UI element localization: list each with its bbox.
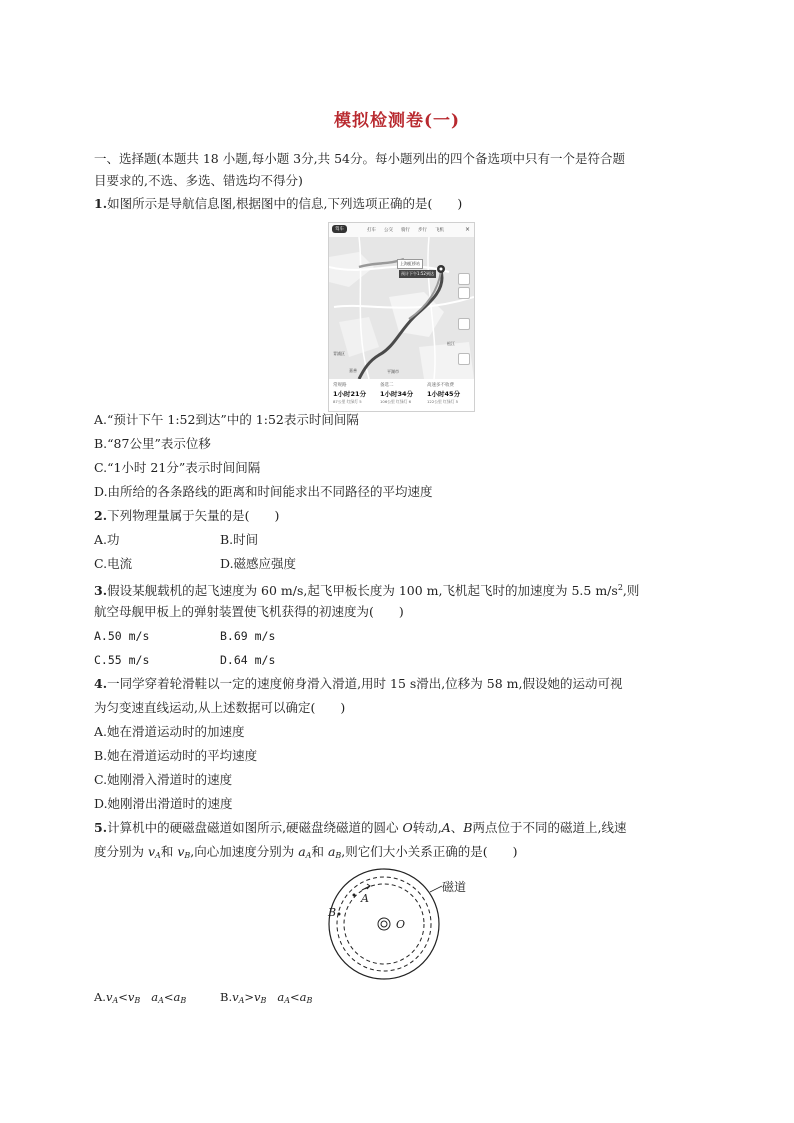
q4-option-b: B.她在滑道运动时的平均速度 <box>94 748 258 763</box>
route-option <box>380 382 426 405</box>
q3-option-b: B.69 m/s <box>220 629 276 643</box>
question-5 <box>94 819 626 837</box>
question-stem: 如图所示是导航信息图,根据图中的信息,下列选项正确的是( ) <box>107 196 463 211</box>
route-detail: 122公里 红绿灯 5 <box>427 399 459 404</box>
q4-option-d: D.她刚滑出滑道时的速度 <box>94 796 233 811</box>
symbol-v: v <box>147 844 156 859</box>
q2-options-row2 <box>94 555 297 573</box>
symbol-a-accel: a <box>173 990 181 1004</box>
question-3-line2: 航空母舰甲板上的弹射装置使飞机获得的初速度为( ) <box>94 604 404 619</box>
question-stem: ,向心加速度分别为 <box>190 844 299 859</box>
q3-options-row1 <box>94 627 276 645</box>
route-time: 1小时21分 <box>333 390 367 398</box>
symbol-a-accel: a <box>151 990 159 1004</box>
hard-disk-figure <box>322 862 472 980</box>
relation: < <box>163 990 174 1004</box>
section-instructions-line1: 一、选择题(本题共 18 小题,每小题 3分,共 54分。每小题列出的四个备选项中只有一个是符合题 <box>94 151 625 166</box>
q3-option-c: C.55 m/s <box>94 653 150 667</box>
route-name: 高速多不收费 <box>427 383 454 388</box>
center-o-label: O <box>396 918 406 931</box>
symbol-a: A <box>441 820 451 835</box>
subscript: A <box>112 996 119 1005</box>
subscript: A <box>155 851 161 860</box>
map-locate-icon <box>458 353 470 365</box>
symbol-a-accel: a <box>299 990 307 1004</box>
question-stem: 计算机中的硬磁盘磁道如图所示,硬磁盘绕磁道的圆心 <box>107 820 403 835</box>
map-tab-drive: 驾车 <box>332 225 347 233</box>
symbol-v: v <box>105 990 113 1004</box>
question-number: 2. <box>94 508 108 523</box>
map-tab-taxi: 打车 <box>367 228 376 233</box>
symbol-o: O <box>402 820 413 835</box>
subscript: A <box>238 996 245 1005</box>
q2-option-c: C.电流 <box>94 556 133 571</box>
map-place-label: 青浦区 <box>333 351 345 356</box>
subscript: B <box>134 996 141 1005</box>
superscript: 2 <box>617 583 623 592</box>
q2-option-b: B.时间 <box>220 532 259 547</box>
map-tab-bar <box>329 223 474 237</box>
route-option <box>333 382 379 405</box>
subscript: A <box>305 851 312 860</box>
map-layer-icon <box>458 273 470 285</box>
map-tab-ride: 骑行 <box>401 228 410 233</box>
section-instructions-line2: 目要求的,不选、多选、错选均不得分) <box>94 173 303 188</box>
question-number: 1. <box>94 196 108 211</box>
question-number: 5. <box>94 820 108 835</box>
option-prefix: B. <box>220 990 233 1004</box>
q3-option-a: A.50 m/s <box>94 629 150 643</box>
q5-option-a <box>94 990 186 1004</box>
subscript: A <box>284 996 291 1005</box>
symbol-v: v <box>127 990 135 1004</box>
map-traffic-icon <box>458 287 470 299</box>
map-place-label: 嘉善 <box>349 368 357 373</box>
option-prefix: A. <box>94 990 106 1004</box>
q2-option-a: A.功 <box>94 532 120 547</box>
symbol-v: v <box>254 990 261 1004</box>
question-stem: 度分别为 <box>94 844 148 859</box>
route-detail: 87公里 红绿灯 5 <box>333 399 362 404</box>
subscript: B <box>306 996 313 1005</box>
q3-options-row2 <box>94 651 276 669</box>
map-tab-transit: 公交 <box>384 228 393 233</box>
subscript: A <box>158 996 164 1005</box>
subscript: B <box>184 851 191 860</box>
subscript: B <box>260 996 267 1005</box>
q1-option-d: D.由所给的各条路线的距离和时间能求出不同路径的平均速度 <box>94 484 433 499</box>
destination-label: 上海虹桥站 <box>397 259 423 269</box>
question-stem: 假设某舰载机的起飞速度为 60 m/s,起飞甲板长度为 100 m,飞机起飞时的加速度为 5.5 m/s <box>107 583 618 598</box>
question-stem: 和 <box>160 844 178 859</box>
subscript: B <box>180 996 187 1005</box>
q2-options-row1 <box>94 531 259 549</box>
symbol-v: v <box>177 844 185 859</box>
q5-option-b <box>220 988 312 1010</box>
point-b-label: B <box>328 906 337 919</box>
route-options-panel <box>329 379 474 411</box>
subscript: B <box>335 851 342 860</box>
close-icon: × <box>464 226 470 233</box>
q3-option-d: D.64 m/s <box>220 653 276 667</box>
q4-option-a: A.她在滑道运动时的加速度 <box>94 724 245 739</box>
question-stem: 两点位于不同的磁道上,线速 <box>472 820 627 835</box>
question-stem: 下列物理量属于矢量的是( ) <box>107 508 280 523</box>
route-name: 备选二 <box>380 383 394 388</box>
map-place-label: 平湖市 <box>387 369 399 374</box>
question-1 <box>94 195 462 213</box>
question-4-line2: 为匀变速直线运动,从上述数据可以确定( ) <box>94 700 346 715</box>
question-stem: 和 <box>311 844 328 859</box>
q1-option-c: C.“1小时 21分”表示时间间隔 <box>94 460 261 475</box>
q4-option-c: C.她刚滑入滑道时的速度 <box>94 772 233 787</box>
navigation-map-figure <box>328 222 475 412</box>
question-stem-end: ,则 <box>622 583 640 598</box>
route-time: 1小时34分 <box>380 390 414 398</box>
question-2 <box>94 507 279 525</box>
route-time: 1小时45分 <box>427 390 461 398</box>
q1-option-b: B.“87公里”表示位移 <box>94 436 211 451</box>
q1-option-a: A.“预计下午 1:52到达”中的 1:52表示时间间隔 <box>94 412 359 427</box>
question-stem: 一同学穿着轮滑鞋以一定的速度俯身滑入滑道,用时 15 s滑出,位移为 58 m,假设她的运动可视 <box>107 676 623 691</box>
map-tab-walk: 步行 <box>418 228 427 233</box>
relation: < <box>290 990 300 1004</box>
symbol-a-accel: a <box>277 990 285 1004</box>
page-title: 模拟检测卷(一) <box>333 111 461 131</box>
question-number: 4. <box>94 676 108 691</box>
q5-options-row1 <box>94 988 313 1010</box>
symbol-a-accel: a <box>327 844 336 859</box>
track-label: 磁道 <box>442 880 467 894</box>
relation: > <box>244 990 255 1004</box>
route-name: 常规路 <box>333 383 347 388</box>
symbol-v: v <box>232 990 239 1004</box>
map-report-icon <box>458 318 470 330</box>
point-a-label: A <box>361 892 369 905</box>
relation: < <box>118 990 128 1004</box>
symbol-b: B <box>463 820 473 835</box>
eta-label: 预计下午1:52到达 <box>401 271 434 276</box>
separator: 、 <box>450 820 464 835</box>
map-tab-flight: 飞机 <box>435 228 444 233</box>
question-stem: ,则它们大小关系正确的是( ) <box>341 844 518 859</box>
question-4 <box>94 675 622 693</box>
question-number: 3. <box>94 583 108 598</box>
route-detail: 106公里 红绿灯 6 <box>380 399 412 404</box>
question-3 <box>94 579 639 600</box>
q2-option-d: D.磁感应强度 <box>220 556 297 571</box>
map-place-label: 松江 <box>447 341 455 346</box>
route-option <box>427 382 473 405</box>
question-stem: 转动, <box>412 820 442 835</box>
symbol-a-accel: a <box>298 844 306 859</box>
